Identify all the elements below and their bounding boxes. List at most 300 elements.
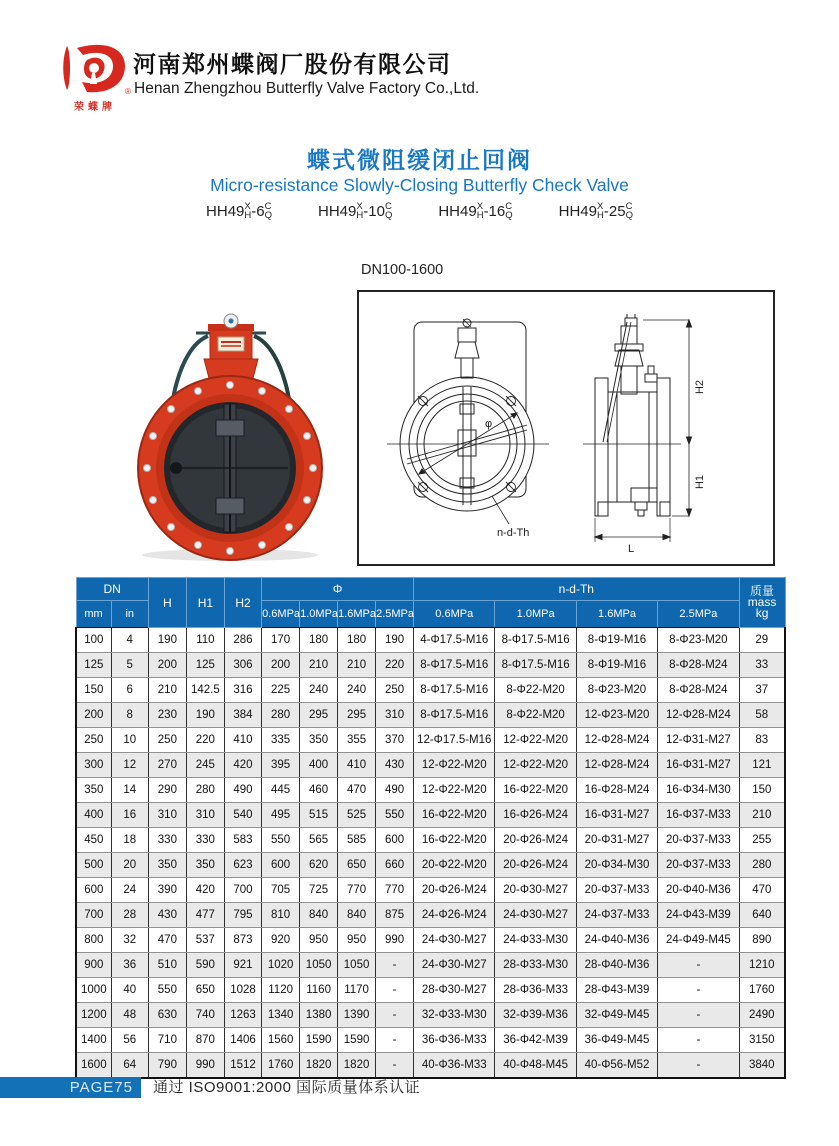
table-cell: 16-Φ31-M27 xyxy=(576,803,657,828)
table-cell: 200 xyxy=(262,653,300,678)
table-cell: 450 xyxy=(76,828,111,853)
table-cell: 12-Φ23-M20 xyxy=(576,703,657,728)
table-cell: 390 xyxy=(148,878,186,903)
table-cell: 28-Φ43-M39 xyxy=(576,978,657,1003)
col-header-phi-06: 0.6MPa xyxy=(262,601,300,628)
certification-text: 通过 ISO9001:2000 国际质量体系认证 xyxy=(153,1079,421,1096)
table-cell: 770 xyxy=(338,878,376,903)
spec-table-body xyxy=(76,628,785,1079)
table-cell: 8-Φ23-M20 xyxy=(576,678,657,703)
table-row xyxy=(76,828,785,853)
table-cell: 20 xyxy=(111,853,148,878)
table-cell: 990 xyxy=(186,1053,224,1079)
table-cell: 445 xyxy=(262,778,300,803)
table-cell: 24-Φ30-M27 xyxy=(414,953,495,978)
front-view xyxy=(387,319,549,524)
table-cell: 1020 xyxy=(262,953,300,978)
table-cell: 4 xyxy=(111,628,148,653)
col-header-ndth-16: 1.6MPa xyxy=(576,601,657,628)
table-cell: 12-Φ28-M24 xyxy=(658,703,739,728)
table-cell: 1820 xyxy=(300,1053,338,1079)
table-cell: 20-Φ37-M33 xyxy=(658,853,739,878)
table-cell: 800 xyxy=(76,928,111,953)
table-cell: 300 xyxy=(76,753,111,778)
table-cell: - xyxy=(376,953,414,978)
model-designations xyxy=(0,203,839,221)
table-cell: - xyxy=(376,1053,414,1079)
table-cell: - xyxy=(658,953,739,978)
table-cell: 950 xyxy=(300,928,338,953)
table-cell: 190 xyxy=(376,628,414,653)
table-cell: 1120 xyxy=(262,978,300,1003)
table-cell: 250 xyxy=(76,728,111,753)
table-cell: 537 xyxy=(186,928,224,953)
table-cell: 1000 xyxy=(76,978,111,1003)
table-cell: 1400 xyxy=(76,1028,111,1053)
table-cell: 623 xyxy=(224,853,261,878)
table-cell: 250 xyxy=(148,728,186,753)
table-cell: 470 xyxy=(338,778,376,803)
table-cell: 16-Φ22-M20 xyxy=(495,778,576,803)
table-cell: 330 xyxy=(148,828,186,853)
table-cell: 1200 xyxy=(76,1003,111,1028)
table-cell: 870 xyxy=(186,1028,224,1053)
table-cell: 200 xyxy=(76,703,111,728)
table-cell: 890 xyxy=(739,928,785,953)
table-cell: 1340 xyxy=(262,1003,300,1028)
table-cell: 270 xyxy=(148,753,186,778)
table-row xyxy=(76,1003,785,1028)
registered-mark: ® xyxy=(125,87,131,96)
table-cell: 280 xyxy=(262,703,300,728)
table-cell: 286 xyxy=(224,628,261,653)
table-cell: 600 xyxy=(262,853,300,878)
table-cell: 12-Φ31-M27 xyxy=(658,728,739,753)
table-cell: 16-Φ37-M33 xyxy=(658,803,739,828)
table-cell: 8-Φ17.5-M16 xyxy=(414,678,495,703)
table-row xyxy=(76,1053,785,1079)
table-row xyxy=(76,778,785,803)
table-cell: 20-Φ37-M33 xyxy=(658,828,739,853)
table-cell: 1590 xyxy=(300,1028,338,1053)
table-cell: 460 xyxy=(300,778,338,803)
table-cell: 12-Φ17.5-M16 xyxy=(414,728,495,753)
col-header-mass: 质量 mass kg xyxy=(739,578,785,628)
table-cell: 220 xyxy=(186,728,224,753)
table-cell: 1160 xyxy=(300,978,338,1003)
table-cell: 350 xyxy=(148,853,186,878)
table-cell: 28-Φ30-M27 xyxy=(414,978,495,1003)
table-cell: 220 xyxy=(376,653,414,678)
model-designation: HH49 X H -6 C Q xyxy=(206,201,273,222)
table-cell: 12-Φ22-M20 xyxy=(495,728,576,753)
table-cell: 8-Φ17.5-M16 xyxy=(414,653,495,678)
table-cell: 585 xyxy=(338,828,376,853)
ndth-label: n-d-Th xyxy=(497,527,530,539)
brand-name: 荣蝶牌 xyxy=(74,102,116,113)
table-cell: 40-Φ48-M45 xyxy=(495,1053,576,1079)
table-cell: 1050 xyxy=(338,953,376,978)
table-row xyxy=(76,928,785,953)
table-cell: 290 xyxy=(148,778,186,803)
table-cell: 24-Φ30-M27 xyxy=(414,928,495,953)
table-cell: 8-Φ22-M20 xyxy=(495,703,576,728)
table-cell: 83 xyxy=(739,728,785,753)
l-label: L xyxy=(627,543,635,555)
table-cell: 620 xyxy=(300,853,338,878)
table-cell: 210 xyxy=(338,653,376,678)
table-cell: 710 xyxy=(148,1028,186,1053)
table-cell: 1406 xyxy=(224,1028,261,1053)
table-cell: 40-Φ56-M52 xyxy=(576,1053,657,1079)
table-cell: 16-Φ22-M20 xyxy=(414,803,495,828)
table-cell: 515 xyxy=(300,803,338,828)
table-cell: 921 xyxy=(224,953,261,978)
table-cell: 370 xyxy=(376,728,414,753)
page-number-badge: PAGE75 xyxy=(0,1077,141,1098)
table-cell: - xyxy=(658,1028,739,1053)
col-header-ndth-25: 2.5MPa xyxy=(658,601,739,628)
table-cell: 240 xyxy=(338,678,376,703)
table-cell: 630 xyxy=(148,1003,186,1028)
table-cell: 316 xyxy=(224,678,261,703)
valve-photo xyxy=(108,296,352,569)
table-cell: 20-Φ26-M24 xyxy=(414,878,495,903)
table-cell: 28-Φ33-M30 xyxy=(495,953,576,978)
phi-label: φ xyxy=(485,418,493,430)
table-cell: 350 xyxy=(300,728,338,753)
table-cell: 990 xyxy=(376,928,414,953)
table-cell: 600 xyxy=(76,878,111,903)
table-cell: 110 xyxy=(186,628,224,653)
table-cell: 24-Φ49-M45 xyxy=(658,928,739,953)
table-cell: - xyxy=(376,978,414,1003)
h1-label: H1 xyxy=(694,474,706,490)
table-cell: 355 xyxy=(338,728,376,753)
col-header-dn: DN xyxy=(76,578,148,601)
col-header-mm: mm xyxy=(76,601,111,628)
table-row xyxy=(76,903,785,928)
table-cell: 12-Φ22-M20 xyxy=(414,753,495,778)
table-cell: 600 xyxy=(376,828,414,853)
table-cell: 900 xyxy=(76,953,111,978)
table-row xyxy=(76,853,785,878)
table-cell: 350 xyxy=(186,853,224,878)
table-cell: 295 xyxy=(338,703,376,728)
table-cell: 20-Φ26-M24 xyxy=(495,853,576,878)
h2-label: H2 xyxy=(694,379,706,395)
table-cell: 24-Φ30-M27 xyxy=(495,903,576,928)
table-cell: 1600 xyxy=(76,1053,111,1079)
table-cell: 255 xyxy=(739,828,785,853)
table-cell: 36 xyxy=(111,953,148,978)
table-cell: 8-Φ22-M20 xyxy=(495,678,576,703)
table-cell: 18 xyxy=(111,828,148,853)
table-cell: 28-Φ40-M36 xyxy=(576,953,657,978)
table-cell: 20-Φ31-M27 xyxy=(576,828,657,853)
table-row xyxy=(76,953,785,978)
table-cell: 420 xyxy=(186,878,224,903)
table-cell: 20-Φ30-M27 xyxy=(495,878,576,903)
table-cell: 550 xyxy=(148,978,186,1003)
table-cell: 36-Φ49-M45 xyxy=(576,1028,657,1053)
table-cell: 490 xyxy=(224,778,261,803)
table-cell: 525 xyxy=(338,803,376,828)
table-cell: 310 xyxy=(376,703,414,728)
technical-drawing-image xyxy=(359,292,773,564)
table-cell: 1560 xyxy=(262,1028,300,1053)
table-cell: 700 xyxy=(224,878,261,903)
table-cell: 310 xyxy=(186,803,224,828)
table-cell: 36-Φ36-M33 xyxy=(414,1028,495,1053)
table-row xyxy=(76,703,785,728)
table-cell: 8-Φ28-M24 xyxy=(658,653,739,678)
table-cell: 3840 xyxy=(739,1053,785,1079)
company-name-en: Henan Zhengzhou Butterfly Valve Factory Co.,Ltd. xyxy=(134,80,480,97)
table-cell: 470 xyxy=(148,928,186,953)
table-cell: 16-Φ28-M24 xyxy=(576,778,657,803)
table-cell: 8-Φ19-M16 xyxy=(576,653,657,678)
table-cell: 470 xyxy=(739,878,785,903)
table-cell: 280 xyxy=(739,853,785,878)
table-cell: 170 xyxy=(262,628,300,653)
table-cell: 190 xyxy=(148,628,186,653)
table-cell: 510 xyxy=(148,953,186,978)
table-row xyxy=(76,803,785,828)
table-cell: 740 xyxy=(186,1003,224,1028)
table-cell: 550 xyxy=(376,803,414,828)
table-cell: 875 xyxy=(376,903,414,928)
company-name-cn: 河南郑州蝶阀厂股份有限公司 xyxy=(133,51,452,77)
table-cell: 210 xyxy=(300,653,338,678)
table-cell: 1820 xyxy=(338,1053,376,1079)
table-cell: 56 xyxy=(111,1028,148,1053)
col-header-ndth: n-d-Th xyxy=(414,578,740,601)
table-cell: 384 xyxy=(224,703,261,728)
table-cell: 840 xyxy=(300,903,338,928)
table-cell: 350 xyxy=(76,778,111,803)
table-cell: - xyxy=(658,1053,739,1079)
table-cell: 24-Φ33-M30 xyxy=(495,928,576,953)
table-cell: 1028 xyxy=(224,978,261,1003)
table-cell: 20-Φ22-M20 xyxy=(414,853,495,878)
table-cell: 1760 xyxy=(739,978,785,1003)
table-cell: 430 xyxy=(376,753,414,778)
table-cell: 873 xyxy=(224,928,261,953)
table-cell: 180 xyxy=(338,628,376,653)
dn-range-label: DN100-1600 xyxy=(361,262,444,278)
table-cell: 125 xyxy=(186,653,224,678)
table-cell: - xyxy=(376,1003,414,1028)
table-cell: 6 xyxy=(111,678,148,703)
table-cell: 200 xyxy=(148,653,186,678)
col-header-h: H xyxy=(148,578,186,628)
table-cell: 8 xyxy=(111,703,148,728)
table-cell: 2490 xyxy=(739,1003,785,1028)
table-cell: 565 xyxy=(300,828,338,853)
table-cell: 705 xyxy=(262,878,300,903)
table-cell: 210 xyxy=(148,678,186,703)
table-cell: 540 xyxy=(224,803,261,828)
table-cell: 14 xyxy=(111,778,148,803)
table-cell: 16-Φ34-M30 xyxy=(658,778,739,803)
table-cell: 12-Φ22-M20 xyxy=(414,778,495,803)
table-cell: 430 xyxy=(148,903,186,928)
table-cell: 29 xyxy=(739,628,785,653)
table-cell: 1263 xyxy=(224,1003,261,1028)
table-cell: 4-Φ17.5-M16 xyxy=(414,628,495,653)
table-cell: 8-Φ19-M16 xyxy=(576,628,657,653)
table-cell: 306 xyxy=(224,653,261,678)
table-cell: 24-Φ37-M33 xyxy=(576,903,657,928)
table-cell: 920 xyxy=(262,928,300,953)
table-cell: 400 xyxy=(76,803,111,828)
table-cell: 335 xyxy=(262,728,300,753)
col-header-phi-16: 1.6MPa xyxy=(338,601,376,628)
table-cell: 640 xyxy=(739,903,785,928)
table-cell: 33 xyxy=(739,653,785,678)
table-row xyxy=(76,628,785,653)
table-cell: 410 xyxy=(224,728,261,753)
table-cell: 121 xyxy=(739,753,785,778)
col-header-phi: Φ xyxy=(262,578,414,601)
table-cell: 125 xyxy=(76,653,111,678)
table-cell: 1390 xyxy=(338,1003,376,1028)
table-cell: 1170 xyxy=(338,978,376,1003)
table-cell: 24-Φ43-M39 xyxy=(658,903,739,928)
col-header-phi-25: 2.5MPa xyxy=(376,601,414,628)
side-view xyxy=(583,314,692,542)
table-cell: 142.5 xyxy=(186,678,224,703)
col-header-ndth-06: 0.6MPa xyxy=(414,601,495,628)
table-cell: 410 xyxy=(338,753,376,778)
table-cell: 190 xyxy=(186,703,224,728)
table-cell: 1590 xyxy=(338,1028,376,1053)
table-cell: 12-Φ22-M20 xyxy=(495,753,576,778)
table-cell: 24-Φ26-M24 xyxy=(414,903,495,928)
model-designation: HH49 X H -25 C Q xyxy=(558,201,633,222)
table-cell: 795 xyxy=(224,903,261,928)
table-cell: 225 xyxy=(262,678,300,703)
table-cell: 64 xyxy=(111,1053,148,1079)
table-cell: 32-Φ39-M36 xyxy=(495,1003,576,1028)
table-cell: 8-Φ23-M20 xyxy=(658,628,739,653)
table-cell: 32-Φ49-M45 xyxy=(576,1003,657,1028)
table-cell: 250 xyxy=(376,678,414,703)
table-cell: 8-Φ17.5-M16 xyxy=(495,653,576,678)
table-cell: 840 xyxy=(338,903,376,928)
table-cell: 32-Φ33-M30 xyxy=(414,1003,495,1028)
table-cell: 810 xyxy=(262,903,300,928)
col-header-h1: H1 xyxy=(186,578,224,628)
table-cell: 725 xyxy=(300,878,338,903)
table-cell: 28-Φ36-M33 xyxy=(495,978,576,1003)
table-cell: - xyxy=(658,1003,739,1028)
table-cell: 583 xyxy=(224,828,261,853)
table-cell: 550 xyxy=(262,828,300,853)
table-cell: 3150 xyxy=(739,1028,785,1053)
table-cell: 10 xyxy=(111,728,148,753)
table-cell: 16-Φ26-M24 xyxy=(495,803,576,828)
table-row xyxy=(76,753,785,778)
valve-photo-image xyxy=(108,296,352,564)
table-cell: 490 xyxy=(376,778,414,803)
col-header-in: in xyxy=(111,601,148,628)
table-row xyxy=(76,1028,785,1053)
table-cell: 1760 xyxy=(262,1053,300,1079)
table-cell: 28 xyxy=(111,903,148,928)
table-cell: 1380 xyxy=(300,1003,338,1028)
table-cell: 12 xyxy=(111,753,148,778)
table-cell: 20-Φ34-M30 xyxy=(576,853,657,878)
table-cell: 400 xyxy=(300,753,338,778)
table-cell: 500 xyxy=(76,853,111,878)
model-designation: HH49 X H -10 C Q xyxy=(318,201,393,222)
table-cell: 12-Φ28-M24 xyxy=(576,728,657,753)
table-cell: 1050 xyxy=(300,953,338,978)
table-cell: 240 xyxy=(300,678,338,703)
table-cell: 1210 xyxy=(739,953,785,978)
table-cell: 477 xyxy=(186,903,224,928)
table-cell: 395 xyxy=(262,753,300,778)
table-cell: 8-Φ17.5-M16 xyxy=(414,703,495,728)
table-cell: - xyxy=(658,978,739,1003)
company-logo xyxy=(57,40,133,118)
table-cell: 37 xyxy=(739,678,785,703)
table-cell: 495 xyxy=(262,803,300,828)
table-cell: 770 xyxy=(376,878,414,903)
col-header-h2: H2 xyxy=(224,578,261,628)
table-cell: 1512 xyxy=(224,1053,261,1079)
table-cell: 24-Φ40-M36 xyxy=(576,928,657,953)
table-cell: 590 xyxy=(186,953,224,978)
table-cell: 230 xyxy=(148,703,186,728)
table-cell: 20-Φ37-M33 xyxy=(576,878,657,903)
table-cell: 650 xyxy=(186,978,224,1003)
table-cell: 16 xyxy=(111,803,148,828)
table-cell: 150 xyxy=(739,778,785,803)
table-row xyxy=(76,653,785,678)
table-cell: 16-Φ22-M20 xyxy=(414,828,495,853)
table-cell: 150 xyxy=(76,678,111,703)
table-cell: 32 xyxy=(111,928,148,953)
table-cell: 700 xyxy=(76,903,111,928)
technical-drawing xyxy=(357,290,775,566)
table-cell: 420 xyxy=(224,753,261,778)
table-cell: 16-Φ31-M27 xyxy=(658,753,739,778)
product-title-cn: 蝶式微阻缓闭止回阀 xyxy=(307,147,532,173)
table-cell: 36-Φ42-M39 xyxy=(495,1028,576,1053)
table-cell: 180 xyxy=(300,628,338,653)
col-header-phi-10: 1.0MPa xyxy=(300,601,338,628)
table-cell: 8-Φ17.5-M16 xyxy=(495,628,576,653)
spec-table xyxy=(75,577,786,1079)
table-row xyxy=(76,978,785,1003)
product-title-en: Micro-resistance Slowly-Closing Butterfly Check Valve xyxy=(210,175,629,195)
table-cell: 330 xyxy=(186,828,224,853)
table-cell: 58 xyxy=(739,703,785,728)
table-row xyxy=(76,878,785,903)
table-cell: 790 xyxy=(148,1053,186,1079)
table-cell: 280 xyxy=(186,778,224,803)
table-cell: 12-Φ28-M24 xyxy=(576,753,657,778)
butterfly-logo-icon xyxy=(57,40,133,98)
table-cell: 20-Φ26-M24 xyxy=(495,828,576,853)
spec-table-head xyxy=(76,578,785,628)
table-cell: 8-Φ28-M24 xyxy=(658,678,739,703)
table-cell: 24 xyxy=(111,878,148,903)
table-cell: 660 xyxy=(376,853,414,878)
